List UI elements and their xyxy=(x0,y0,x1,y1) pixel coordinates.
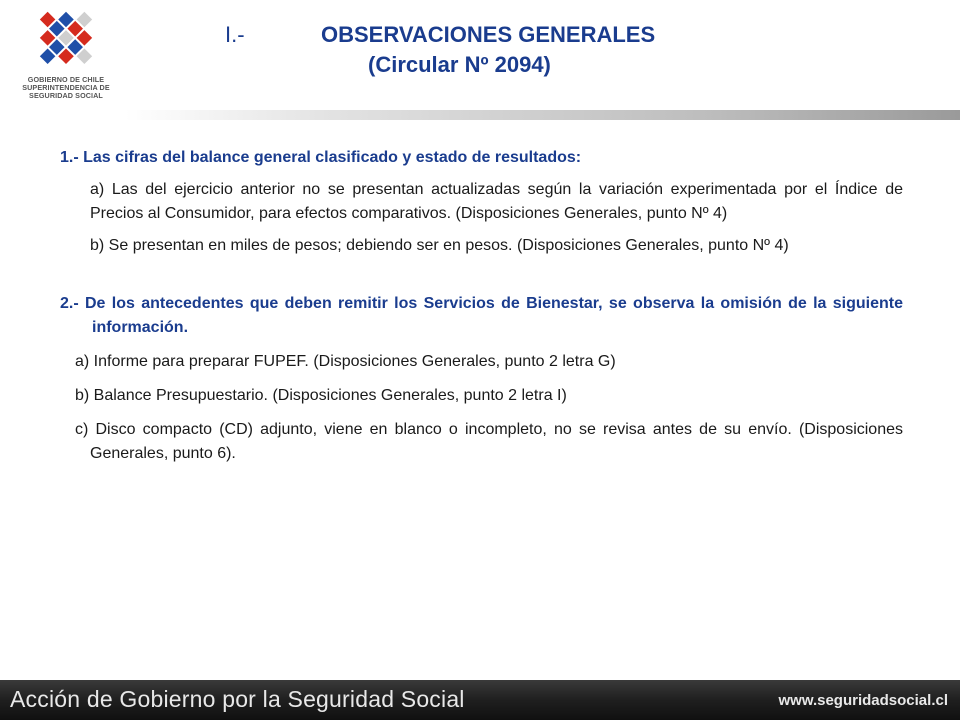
section-2-item-a: a) Informe para preparar FUPEF. (Disposiciones Generales, punto 2 letra G) xyxy=(75,353,616,370)
section-1-heading: 1.- Las cifras del balance general clasificado y estado de resultados: xyxy=(60,149,582,166)
page-title xyxy=(225,22,785,48)
page-subtitle: (Circular Nº 2094) xyxy=(368,52,551,77)
section-1-item-a: a) Las del ejercicio anterior no se presentan actualizadas según la variación experimentada por el Índice de Precios al Consumidor, para efectos comparativos. (Disposiciones Generales, punto Nº 4) xyxy=(90,181,903,222)
section-2-item-b: b) Balance Presupuestario. (Disposiciones Generales, punto 2 letra I) xyxy=(75,387,567,404)
logo-org-name xyxy=(16,76,116,100)
footer-bar xyxy=(0,680,960,720)
footer-url-link[interactable]: www.seguridadsocial.cl xyxy=(778,692,948,709)
logo-line-3: SEGURIDAD SOCIAL xyxy=(29,91,103,100)
government-logo xyxy=(16,6,116,106)
section-1-item-b: b) Se presentan en miles de pesos; debiendo ser en pesos. (Disposiciones Generales, punto Nº 4) xyxy=(90,237,789,254)
logo-line-2: SUPERINTENDENCIA DE xyxy=(22,83,110,92)
title-text: OBSERVACIONES GENERALES xyxy=(321,22,656,47)
content-body xyxy=(60,146,903,466)
footer-slogan: Acción de Gobierno por la Seguridad Social xyxy=(10,686,465,712)
section-gap xyxy=(60,258,903,292)
header-divider xyxy=(125,110,960,120)
title-number: I.- xyxy=(225,22,245,47)
chile-emblem-icon xyxy=(24,6,108,74)
section-2-item-c: c) Disco compacto (CD) adjunto, viene en blanco o incompleto, no se revisa antes de su envío. (Disposiciones Generales, punto 6). xyxy=(75,421,903,462)
section-2-heading: 2.- De los antecedentes que deben remitir los Servicios de Bienestar, se observa la omisión de la siguiente información. xyxy=(60,295,903,336)
logo-line-1: GOBIERNO DE CHILE xyxy=(27,75,105,84)
